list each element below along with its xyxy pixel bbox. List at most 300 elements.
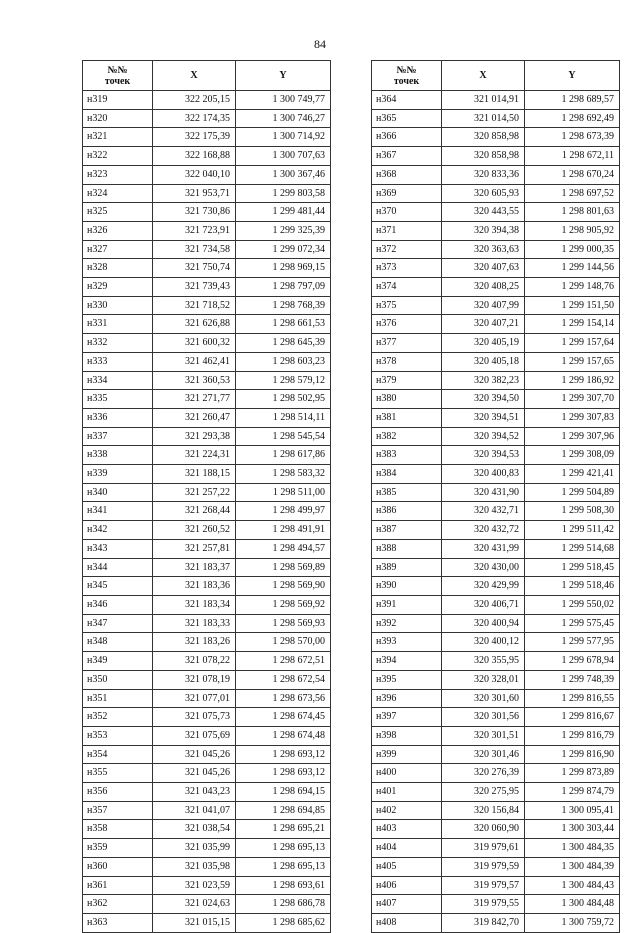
x-coordinate-cell: 320 407,21 [442, 315, 525, 334]
header-y: Y [236, 61, 331, 91]
table-row [372, 91, 620, 110]
point-number-cell: н407 [372, 895, 442, 914]
y-coordinate-cell: 1 298 692,49 [525, 109, 620, 128]
point-number-cell: н364 [372, 91, 442, 110]
x-coordinate-cell: 320 355,95 [442, 652, 525, 671]
x-coordinate-cell: 321 035,98 [153, 857, 236, 876]
y-coordinate-cell: 1 299 518,46 [525, 577, 620, 596]
y-coordinate-cell: 1 299 325,39 [236, 221, 331, 240]
table-row [372, 689, 620, 708]
table-row [372, 539, 620, 558]
point-number-cell: н372 [372, 240, 442, 259]
y-coordinate-cell: 1 299 816,67 [525, 708, 620, 727]
table-row [83, 857, 331, 876]
y-coordinate-cell: 1 299 518,45 [525, 558, 620, 577]
table-row [372, 577, 620, 596]
point-number-cell: н388 [372, 539, 442, 558]
table-row [372, 895, 620, 914]
y-coordinate-cell: 1 300 367,46 [236, 165, 331, 184]
x-coordinate-cell: 321 024,63 [153, 895, 236, 914]
table-row [372, 446, 620, 465]
point-number-cell: н367 [372, 147, 442, 166]
x-coordinate-cell: 321 078,19 [153, 670, 236, 689]
x-coordinate-cell: 321 750,74 [153, 259, 236, 278]
table-row [83, 577, 331, 596]
point-number-cell: н379 [372, 371, 442, 390]
x-coordinate-cell: 321 077,01 [153, 689, 236, 708]
x-coordinate-cell: 321 183,26 [153, 633, 236, 652]
y-coordinate-cell: 1 300 484,43 [525, 876, 620, 895]
y-coordinate-cell: 1 298 511,00 [236, 483, 331, 502]
point-number-cell: н326 [83, 221, 153, 240]
point-number-cell: н392 [372, 614, 442, 633]
y-coordinate-cell: 1 300 749,77 [236, 91, 331, 110]
point-number-cell: н370 [372, 203, 442, 222]
table-row [372, 109, 620, 128]
x-coordinate-cell: 320 394,53 [442, 446, 525, 465]
point-number-cell: н375 [372, 296, 442, 315]
table-row [372, 595, 620, 614]
x-coordinate-cell: 319 979,61 [442, 839, 525, 858]
y-coordinate-cell: 1 299 307,83 [525, 408, 620, 427]
x-coordinate-cell: 321 183,36 [153, 577, 236, 596]
coordinates-table-left [82, 60, 331, 933]
x-coordinate-cell: 320 431,90 [442, 483, 525, 502]
table-row [83, 839, 331, 858]
point-number-cell: н355 [83, 764, 153, 783]
x-coordinate-cell: 321 953,71 [153, 184, 236, 203]
y-coordinate-cell: 1 298 695,13 [236, 857, 331, 876]
y-coordinate-cell: 1 298 569,93 [236, 614, 331, 633]
x-coordinate-cell: 321 260,52 [153, 521, 236, 540]
table-row [83, 334, 331, 353]
point-number-cell: н361 [83, 876, 153, 895]
table-row [372, 876, 620, 895]
table-row [83, 446, 331, 465]
y-coordinate-cell: 1 300 484,39 [525, 857, 620, 876]
table-row [83, 278, 331, 297]
point-number-cell: н339 [83, 465, 153, 484]
y-coordinate-cell: 1 299 873,89 [525, 764, 620, 783]
point-number-cell: н345 [83, 577, 153, 596]
point-number-cell: н393 [372, 633, 442, 652]
point-number-cell: н342 [83, 521, 153, 540]
y-coordinate-cell: 1 298 673,39 [525, 128, 620, 147]
point-number-cell: н353 [83, 726, 153, 745]
table-row [372, 801, 620, 820]
table-row [83, 91, 331, 110]
y-coordinate-cell: 1 300 714,92 [236, 128, 331, 147]
x-coordinate-cell: 320 407,63 [442, 259, 525, 278]
point-number-cell: н324 [83, 184, 153, 203]
y-coordinate-cell: 1 300 484,35 [525, 839, 620, 858]
x-coordinate-cell: 321 224,31 [153, 446, 236, 465]
y-coordinate-cell: 1 298 693,12 [236, 764, 331, 783]
point-number-cell: н397 [372, 708, 442, 727]
y-coordinate-cell: 1 299 514,68 [525, 539, 620, 558]
y-coordinate-cell: 1 298 672,54 [236, 670, 331, 689]
x-coordinate-cell: 321 183,37 [153, 558, 236, 577]
point-number-cell: н358 [83, 820, 153, 839]
point-number-cell: н366 [372, 128, 442, 147]
table-row [83, 820, 331, 839]
table-row [83, 184, 331, 203]
table-row [83, 913, 331, 932]
y-coordinate-cell: 1 299 000,35 [525, 240, 620, 259]
y-coordinate-cell: 1 298 695,13 [236, 839, 331, 858]
x-coordinate-cell: 321 014,91 [442, 91, 525, 110]
y-coordinate-cell: 1 300 746,27 [236, 109, 331, 128]
point-number-cell: н403 [372, 820, 442, 839]
point-number-cell: н337 [83, 427, 153, 446]
x-coordinate-cell: 321 293,38 [153, 427, 236, 446]
x-coordinate-cell: 321 183,34 [153, 595, 236, 614]
x-coordinate-cell: 321 268,44 [153, 502, 236, 521]
table-row [372, 764, 620, 783]
point-number-cell: н369 [372, 184, 442, 203]
point-number-cell: н344 [83, 558, 153, 577]
y-coordinate-cell: 1 299 816,90 [525, 745, 620, 764]
y-coordinate-cell: 1 298 579,12 [236, 371, 331, 390]
y-coordinate-cell: 1 298 969,15 [236, 259, 331, 278]
table-row [372, 913, 620, 932]
table-row [372, 427, 620, 446]
point-number-cell: н389 [372, 558, 442, 577]
table-row [83, 408, 331, 427]
table-row [83, 465, 331, 484]
point-number-cell: н347 [83, 614, 153, 633]
y-coordinate-cell: 1 298 905,92 [525, 221, 620, 240]
y-coordinate-cell: 1 299 504,89 [525, 483, 620, 502]
point-number-cell: н349 [83, 652, 153, 671]
table-row [83, 764, 331, 783]
x-coordinate-cell: 320 301,56 [442, 708, 525, 727]
table-row [83, 109, 331, 128]
point-number-cell: н365 [372, 109, 442, 128]
table-row [83, 128, 331, 147]
point-number-cell: н352 [83, 708, 153, 727]
x-coordinate-cell: 321 075,69 [153, 726, 236, 745]
x-coordinate-cell: 320 301,60 [442, 689, 525, 708]
point-number-cell: н338 [83, 446, 153, 465]
y-coordinate-cell: 1 298 672,51 [236, 652, 331, 671]
y-coordinate-cell: 1 298 494,57 [236, 539, 331, 558]
point-number-cell: н341 [83, 502, 153, 521]
y-coordinate-cell: 1 298 514,11 [236, 408, 331, 427]
y-coordinate-cell: 1 299 511,42 [525, 521, 620, 540]
table-row [372, 259, 620, 278]
table-row [372, 652, 620, 671]
x-coordinate-cell: 319 979,57 [442, 876, 525, 895]
x-coordinate-cell: 320 276,39 [442, 764, 525, 783]
table-row [372, 558, 620, 577]
y-coordinate-cell: 1 299 154,14 [525, 315, 620, 334]
x-coordinate-cell: 321 723,91 [153, 221, 236, 240]
point-number-cell: н396 [372, 689, 442, 708]
table-row [83, 614, 331, 633]
table-row [372, 521, 620, 540]
table-row [372, 633, 620, 652]
table-row [83, 502, 331, 521]
point-number-cell: н363 [83, 913, 153, 932]
x-coordinate-cell: 321 078,22 [153, 652, 236, 671]
x-coordinate-cell: 321 360,53 [153, 371, 236, 390]
y-coordinate-cell: 1 299 550,02 [525, 595, 620, 614]
point-number-cell: н378 [372, 352, 442, 371]
x-coordinate-cell: 320 429,99 [442, 577, 525, 596]
y-coordinate-cell: 1 300 303,44 [525, 820, 620, 839]
x-coordinate-cell: 320 400,12 [442, 633, 525, 652]
point-number-cell: н402 [372, 801, 442, 820]
table-row [372, 820, 620, 839]
table-row [83, 521, 331, 540]
table-row [372, 408, 620, 427]
point-number-cell: н323 [83, 165, 153, 184]
table-row [372, 465, 620, 484]
x-coordinate-cell: 321 271,77 [153, 390, 236, 409]
x-coordinate-cell: 320 430,00 [442, 558, 525, 577]
table-row [83, 352, 331, 371]
x-coordinate-cell: 320 407,99 [442, 296, 525, 315]
point-number-cell: н405 [372, 857, 442, 876]
y-coordinate-cell: 1 298 499,97 [236, 502, 331, 521]
point-number-cell: н356 [83, 783, 153, 802]
table-row [372, 670, 620, 689]
x-coordinate-cell: 320 400,83 [442, 465, 525, 484]
point-number-cell: н377 [372, 334, 442, 353]
y-coordinate-cell: 1 299 307,96 [525, 427, 620, 446]
table-row [83, 895, 331, 914]
table-row [372, 726, 620, 745]
point-number-cell: н398 [372, 726, 442, 745]
y-coordinate-cell: 1 299 816,55 [525, 689, 620, 708]
point-number-cell: н332 [83, 334, 153, 353]
y-coordinate-cell: 1 300 095,41 [525, 801, 620, 820]
point-number-cell: н394 [372, 652, 442, 671]
x-coordinate-cell: 320 394,38 [442, 221, 525, 240]
table-row [372, 221, 620, 240]
table-row [372, 296, 620, 315]
y-coordinate-cell: 1 299 874,79 [525, 783, 620, 802]
header-x: X [442, 61, 525, 91]
y-coordinate-cell: 1 298 569,89 [236, 558, 331, 577]
x-coordinate-cell: 320 833,36 [442, 165, 525, 184]
point-number-cell: н330 [83, 296, 153, 315]
table-row [83, 296, 331, 315]
header-point-number: №№ точек [372, 61, 442, 91]
x-coordinate-cell: 320 443,55 [442, 203, 525, 222]
point-number-cell: н385 [372, 483, 442, 502]
x-coordinate-cell: 320 408,25 [442, 278, 525, 297]
y-coordinate-cell: 1 298 693,12 [236, 745, 331, 764]
y-coordinate-cell: 1 298 695,21 [236, 820, 331, 839]
x-coordinate-cell: 320 858,98 [442, 128, 525, 147]
y-coordinate-cell: 1 298 697,52 [525, 184, 620, 203]
y-coordinate-cell: 1 298 570,00 [236, 633, 331, 652]
y-coordinate-cell: 1 298 603,23 [236, 352, 331, 371]
y-coordinate-cell: 1 300 484,48 [525, 895, 620, 914]
table-row [83, 315, 331, 334]
y-coordinate-cell: 1 298 491,91 [236, 521, 331, 540]
y-coordinate-cell: 1 298 502,95 [236, 390, 331, 409]
y-coordinate-cell: 1 298 617,86 [236, 446, 331, 465]
x-coordinate-cell: 320 060,90 [442, 820, 525, 839]
point-number-cell: н359 [83, 839, 153, 858]
table-row [372, 390, 620, 409]
point-number-cell: н408 [372, 913, 442, 932]
x-coordinate-cell: 320 400,94 [442, 614, 525, 633]
x-coordinate-cell: 321 188,15 [153, 465, 236, 484]
point-number-cell: н399 [372, 745, 442, 764]
coordinates-table-right [371, 60, 620, 933]
table-row [83, 203, 331, 222]
table-row [372, 502, 620, 521]
table-row [372, 315, 620, 334]
table-row [83, 539, 331, 558]
point-number-cell: н390 [372, 577, 442, 596]
table-row [83, 652, 331, 671]
x-coordinate-cell: 321 718,52 [153, 296, 236, 315]
x-coordinate-cell: 321 045,26 [153, 764, 236, 783]
point-number-cell: н357 [83, 801, 153, 820]
x-coordinate-cell: 321 739,43 [153, 278, 236, 297]
x-coordinate-cell: 320 406,71 [442, 595, 525, 614]
x-coordinate-cell: 320 382,23 [442, 371, 525, 390]
point-number-cell: н334 [83, 371, 153, 390]
y-coordinate-cell: 1 298 694,15 [236, 783, 331, 802]
point-number-cell: н362 [83, 895, 153, 914]
table-row [83, 708, 331, 727]
y-coordinate-cell: 1 298 670,24 [525, 165, 620, 184]
x-coordinate-cell: 321 041,07 [153, 801, 236, 820]
point-number-cell: н343 [83, 539, 153, 558]
point-number-cell: н328 [83, 259, 153, 278]
y-coordinate-cell: 1 298 645,39 [236, 334, 331, 353]
y-coordinate-cell: 1 299 186,92 [525, 371, 620, 390]
y-coordinate-cell: 1 298 768,39 [236, 296, 331, 315]
x-coordinate-cell: 320 301,51 [442, 726, 525, 745]
table-row [83, 670, 331, 689]
table-row [83, 633, 331, 652]
point-number-cell: н331 [83, 315, 153, 334]
y-coordinate-cell: 1 299 151,50 [525, 296, 620, 315]
x-coordinate-cell: 320 432,72 [442, 521, 525, 540]
x-coordinate-cell: 321 043,23 [153, 783, 236, 802]
x-coordinate-cell: 321 626,88 [153, 315, 236, 334]
table-row [372, 352, 620, 371]
x-coordinate-cell: 321 600,32 [153, 334, 236, 353]
y-coordinate-cell: 1 299 421,41 [525, 465, 620, 484]
page-number: 84 [314, 37, 326, 51]
x-coordinate-cell: 322 040,10 [153, 165, 236, 184]
x-coordinate-cell: 321 035,99 [153, 839, 236, 858]
y-coordinate-cell: 1 298 801,63 [525, 203, 620, 222]
y-coordinate-cell: 1 299 148,76 [525, 278, 620, 297]
y-coordinate-cell: 1 299 678,94 [525, 652, 620, 671]
y-coordinate-cell: 1 298 693,61 [236, 876, 331, 895]
x-coordinate-cell: 320 328,01 [442, 670, 525, 689]
point-number-cell: н387 [372, 521, 442, 540]
x-coordinate-cell: 319 842,70 [442, 913, 525, 932]
point-number-cell: н384 [372, 465, 442, 484]
table-row [83, 221, 331, 240]
x-coordinate-cell: 319 979,59 [442, 857, 525, 876]
point-number-cell: н382 [372, 427, 442, 446]
point-number-cell: н374 [372, 278, 442, 297]
y-coordinate-cell: 1 300 707,63 [236, 147, 331, 166]
y-coordinate-cell: 1 298 674,48 [236, 726, 331, 745]
point-number-cell: н354 [83, 745, 153, 764]
y-coordinate-cell: 1 298 569,92 [236, 595, 331, 614]
y-coordinate-cell: 1 299 307,70 [525, 390, 620, 409]
x-coordinate-cell: 320 156,84 [442, 801, 525, 820]
x-coordinate-cell: 321 260,47 [153, 408, 236, 427]
x-coordinate-cell: 320 275,95 [442, 783, 525, 802]
table-row [83, 483, 331, 502]
y-coordinate-cell: 1 298 689,57 [525, 91, 620, 110]
y-coordinate-cell: 1 298 797,09 [236, 278, 331, 297]
x-coordinate-cell: 320 394,52 [442, 427, 525, 446]
table-row [372, 147, 620, 166]
point-number-cell: н333 [83, 352, 153, 371]
table-row [83, 801, 331, 820]
point-number-cell: н368 [372, 165, 442, 184]
y-coordinate-cell: 1 299 803,58 [236, 184, 331, 203]
point-number-cell: н348 [83, 633, 153, 652]
y-coordinate-cell: 1 299 072,34 [236, 240, 331, 259]
y-coordinate-cell: 1 298 569,90 [236, 577, 331, 596]
point-number-cell: н404 [372, 839, 442, 858]
point-number-cell: н322 [83, 147, 153, 166]
table-row [83, 259, 331, 278]
table-row [83, 783, 331, 802]
point-number-cell: н351 [83, 689, 153, 708]
x-coordinate-cell: 321 257,81 [153, 539, 236, 558]
y-coordinate-cell: 1 298 545,54 [236, 427, 331, 446]
point-number-cell: н381 [372, 408, 442, 427]
table-row [372, 240, 620, 259]
x-coordinate-cell: 322 175,39 [153, 128, 236, 147]
point-number-cell: н400 [372, 764, 442, 783]
point-number-cell: н401 [372, 783, 442, 802]
header-y: Y [525, 61, 620, 91]
point-number-cell: н320 [83, 109, 153, 128]
point-number-cell: н346 [83, 595, 153, 614]
x-coordinate-cell: 320 301,46 [442, 745, 525, 764]
table-row [372, 614, 620, 633]
y-coordinate-cell: 1 298 672,11 [525, 147, 620, 166]
x-coordinate-cell: 320 363,63 [442, 240, 525, 259]
x-coordinate-cell: 320 432,71 [442, 502, 525, 521]
x-coordinate-cell: 321 075,73 [153, 708, 236, 727]
table-row [83, 371, 331, 390]
y-coordinate-cell: 1 298 673,56 [236, 689, 331, 708]
y-coordinate-cell: 1 299 508,30 [525, 502, 620, 521]
table-row [83, 165, 331, 184]
point-number-cell: н406 [372, 876, 442, 895]
point-number-cell: н329 [83, 278, 153, 297]
table-row [83, 427, 331, 446]
table-row [83, 876, 331, 895]
point-number-cell: н371 [372, 221, 442, 240]
table-row [372, 334, 620, 353]
y-coordinate-cell: 1 299 481,44 [236, 203, 331, 222]
x-coordinate-cell: 320 405,18 [442, 352, 525, 371]
table-row [372, 278, 620, 297]
y-coordinate-cell: 1 299 816,79 [525, 726, 620, 745]
x-coordinate-cell: 320 394,50 [442, 390, 525, 409]
y-coordinate-cell: 1 299 577,95 [525, 633, 620, 652]
